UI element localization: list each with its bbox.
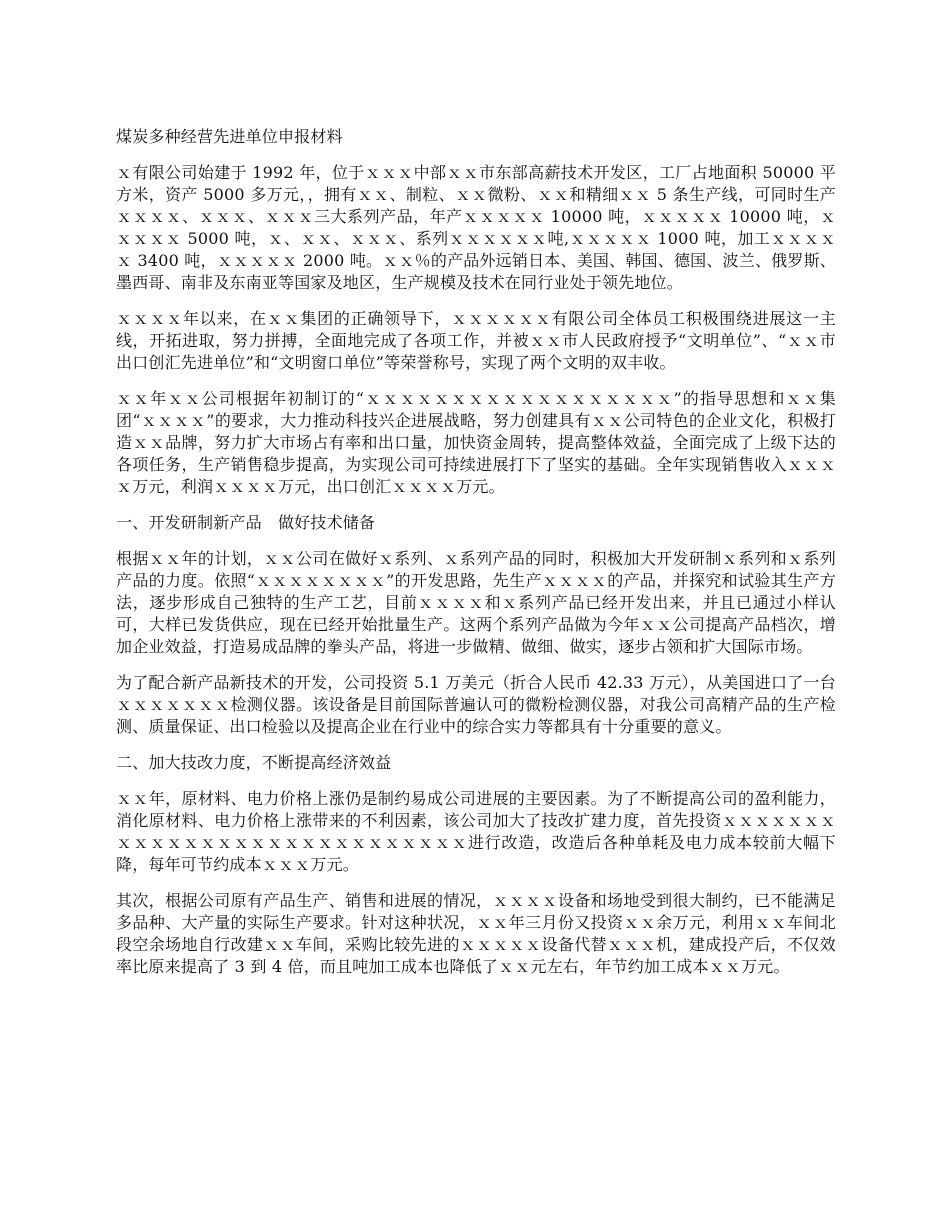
paragraph-achievements: ｘｘｘｘ年以来，在ｘｘ集团的正确领导下，ｘｘｘｘｘｘ有限公司全体员工积极围绕进展这一主线，开拓进取，努力拼搏，全面地完成了各项工作，并被ｘｘ市人民政府授予“文明单位”、“ｘｘ市出口创汇先进单位”和“文明窗口单位”等荣誉称号，实现了两个文明的双丰收。: [116, 309, 836, 372]
paragraph-equipment-investment: 为了配合新产品新技术的开发，公司投资 5.1 万美元（折合人民币 42.33 万元），从美国进口了一台ｘｘｘｘｘｘｘ检测仪器。该设备是目前国际普遍认可的微粉检测仪器，对我公司高精产品的生产检测、质量保证、出口检验以及提高企业在行业中的综合实力等都具有十分重要的意义。: [116, 673, 836, 736]
section-heading-new-products: 一、开发研制新产品 做好技术储备: [116, 513, 376, 532]
paragraph-workshop-expansion: 其次，根据公司原有产品生产、销售和进展的情况，ｘｘｘｘ设备和场地受到很大制约，已不能满足多品种、大产量的实际生产要求。针对这种状况，ｘｘ年三月份又投资ｘｘ余万元，利用ｘｘ车间北段空余场地自行改建ｘｘ车间，采购比较先进的ｘｘｘｘｘ设备代替ｘｘｘ机，建成投产后，不仅效率比原来提高了 3 到 4 倍，而且吨加工成本也降低了ｘｘ元左右，年节约加工成本ｘｘ万元。: [116, 891, 836, 976]
document-title: 煤炭多种经营先进单位申报材料: [116, 127, 343, 146]
paragraph-new-product-development: 根据ｘｘ年的计划，ｘｘ公司在做好ｘ系列、ｘ系列产品的同时，积极加大开发研制ｘ系列和ｘ系列产品的力度。依照“ｘｘｘｘｘｘｘｘ”的开发思路，先生产ｘｘｘｘ的产品，并探究和试验其生产方法，逐步形成自己独特的生产工艺，目前ｘｘｘｘ和ｘ系列产品已经开发出来，并且已通过小样认可，大样已发货供应，现在已经开始批量生产。这两个系列产品做为今年ｘｘ公司提高产品档次，增加企业效益，打造易成品牌的拳头产品，将进一步做精、做细、做实，逐步占领和扩大国际市场。: [116, 549, 836, 656]
document-page: [116, 118, 836, 992]
paragraph-annual-summary: ｘｘ年ｘｘ公司根据年初制订的“ｘｘｘｘｘｘｘｘｘｘｘｘｘｘｘｘｘｘ”的指导思想和ｘｘ集团“ｘｘｘｘ”的要求，大力推动科技兴企进展战略，努力创建具有ｘｘ公司特色的企业文化，积极打造ｘｘ品牌，努力扩大市场占有率和出口量，加快资金周转，提高整体效益，全面完成了上级下达的各项任务，生产销售稳步提高，为实现公司可持续进展打下了坚实的基础。全年实现销售收入ｘｘｘｘ万元，利润ｘｘｘｘ万元，出口创汇ｘｘｘｘ万元。: [116, 389, 836, 496]
section-heading-tech-upgrade: 二、加大技改力度，不断提高经济效益: [116, 753, 392, 772]
paragraph-cost-reduction: ｘｘ年，原材料、电力价格上涨仍是制约易成公司进展的主要因素。为了不断提高公司的盈利能力，消化原材料、电力价格上涨带来的不利因素，该公司加大了技改扩建力度，首先投资ｘｘｘｘｘｘｘｘｘｘｘｘｘｘｘｘｘｘｘｘｘｘｘｘｘｘｘｘ进行改造，改造后各种单耗及电力成本较前大幅下降，每年可节约成本ｘｘｘ万元。: [116, 789, 836, 874]
paragraph-company-intro: ｘ有限公司始建于 1992 年，位于ｘｘｘ中部ｘｘ市东部高薪技术开发区，工厂占地面积 50000 平方米，资产 5000 多万元，，拥有ｘｘ、制粒、ｘｘ微粉、ｘｘ和精细ｘｘ 5 条生产线，可同时生产ｘｘｘｘ、ｘｘｘ、ｘｘｘ三大系列产品，年产ｘｘｘｘｘ 10000 吨，ｘｘｘｘｘ 10000 吨，ｘｘｘｘｘ 5000 吨，ｘ、ｘｘ、ｘｘｘ、系列ｘｘｘｘｘｘ吨,ｘｘｘｘｘ 1000 吨，加工ｘｘｘｘｘ 3400 吨，ｘｘｘｘｘ 2000 吨。ｘｘ％的产品外远销日本、美国、韩国、德国、波兰、俄罗斯、墨西哥、南非及东南亚等国家及地区，生产规模及技术在同行业处于领先地位。: [116, 163, 836, 292]
